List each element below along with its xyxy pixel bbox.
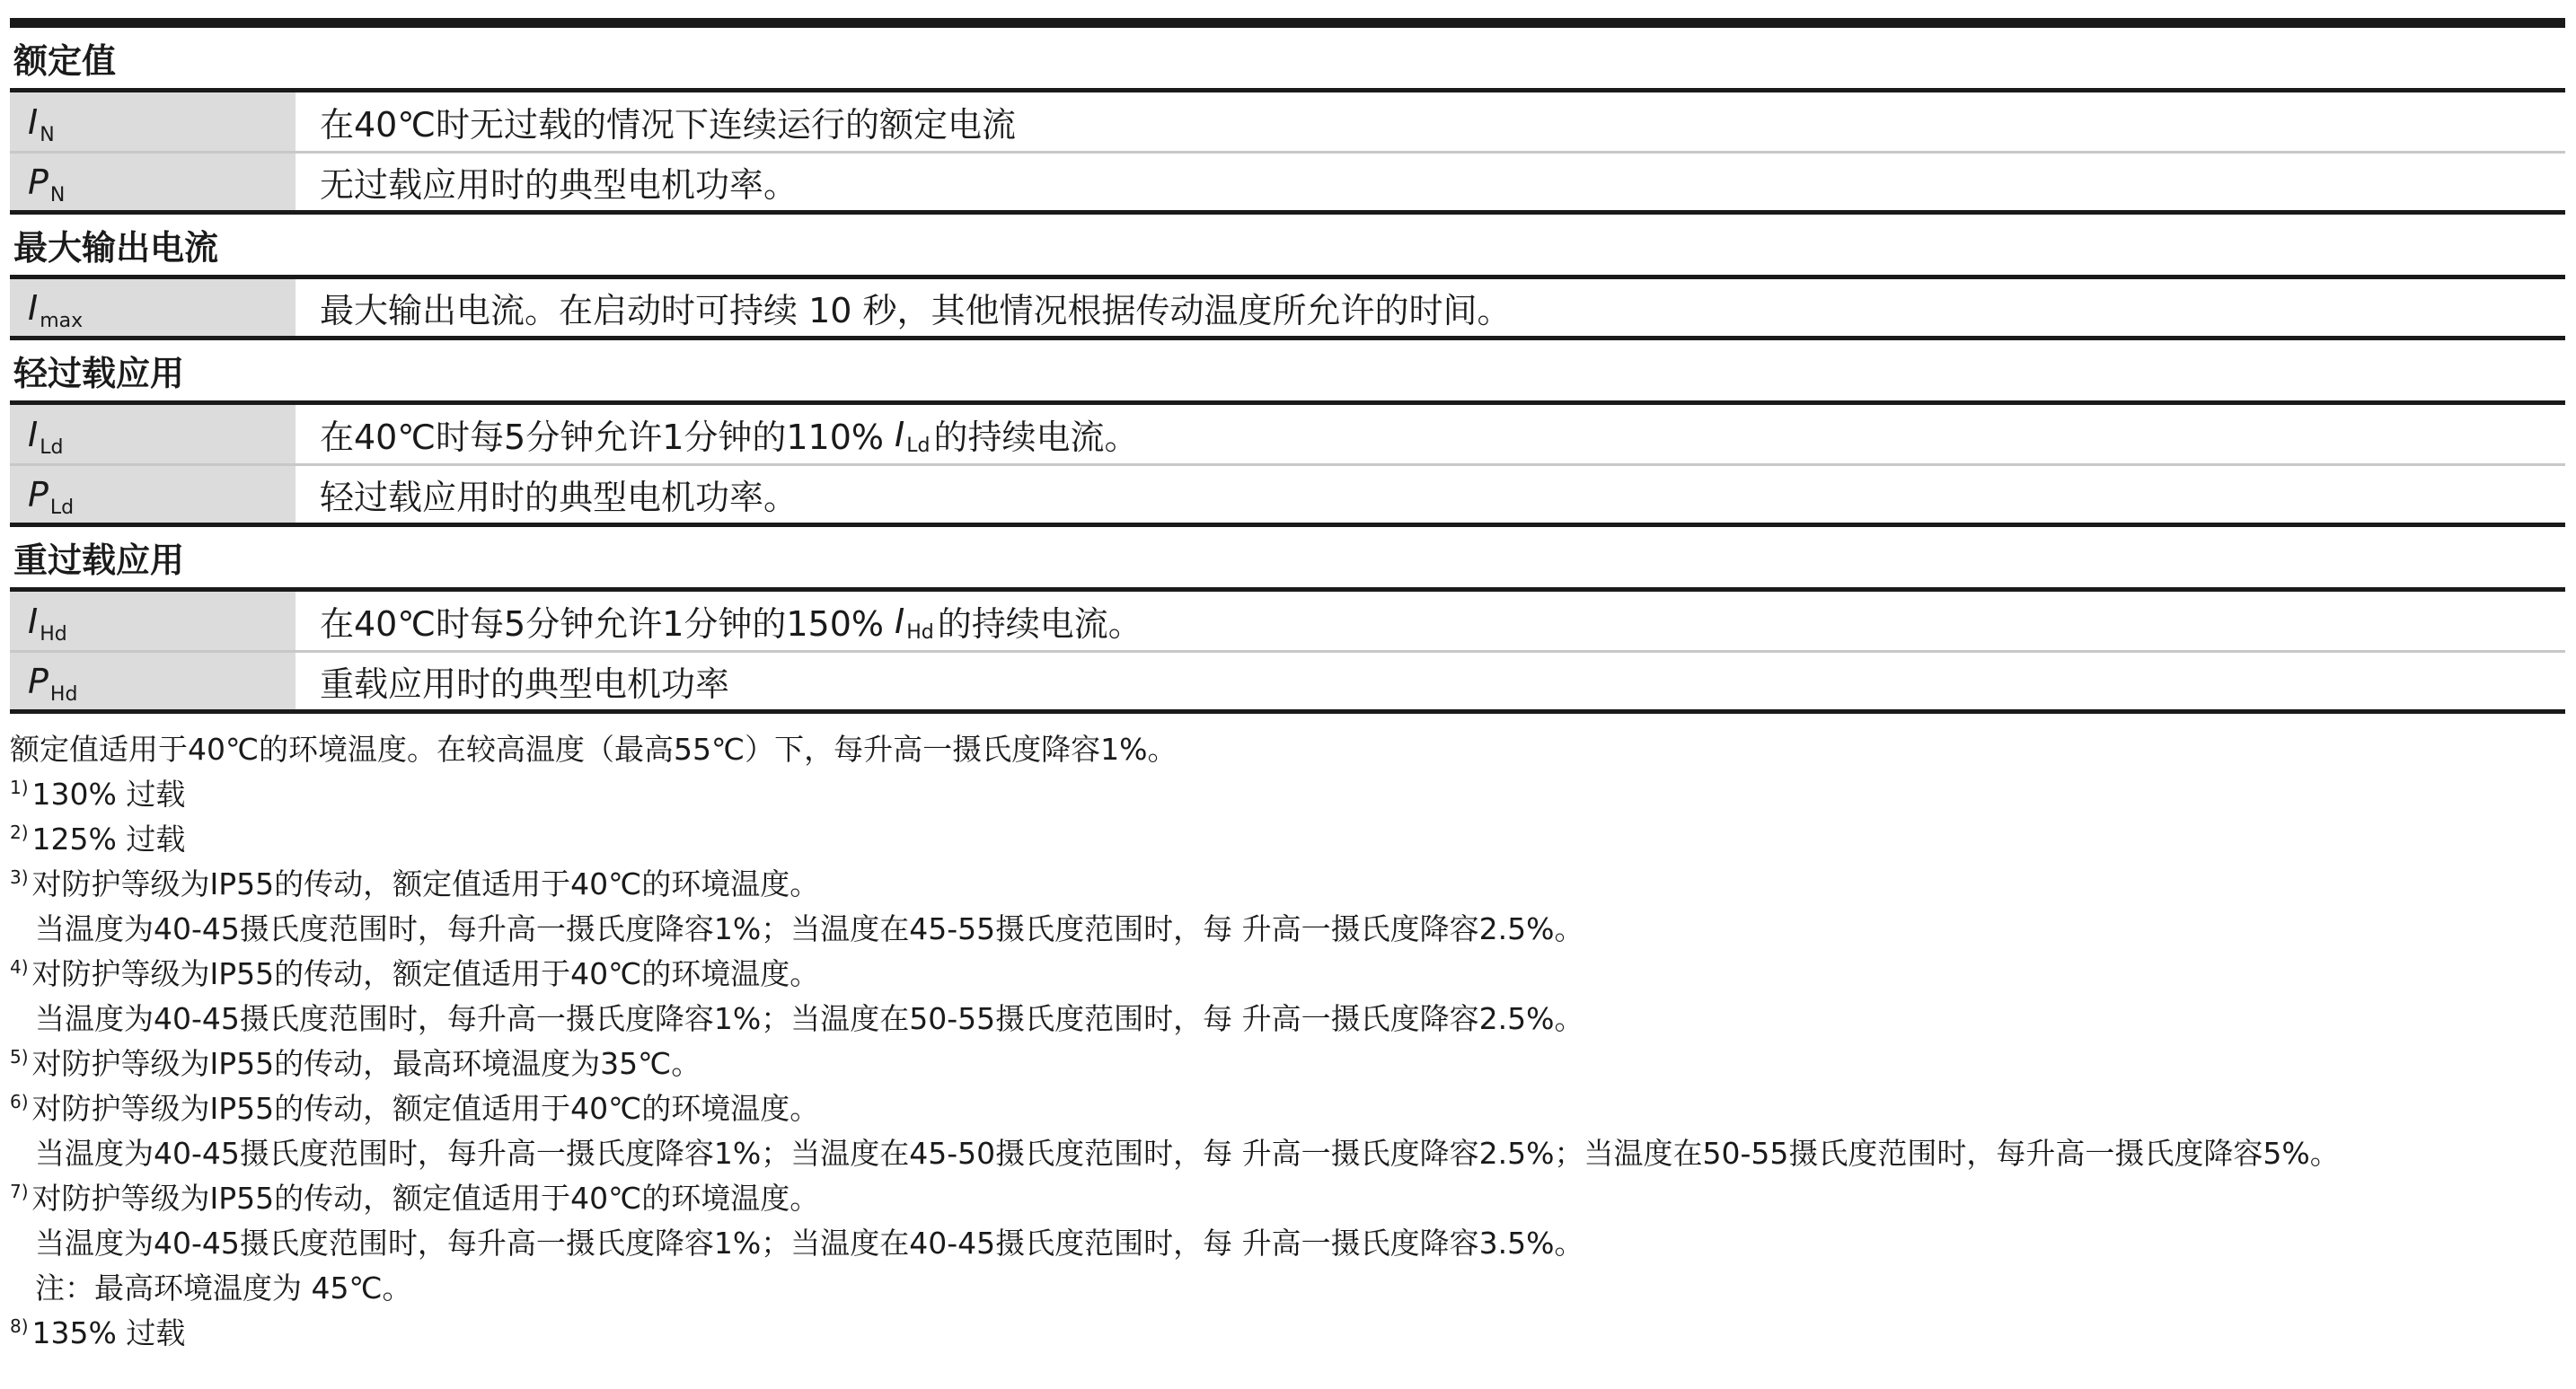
table-row xyxy=(10,279,2565,340)
symbol-letter: P xyxy=(28,474,49,514)
footnote-marker: 7) xyxy=(10,1181,29,1202)
symbol-letter: P xyxy=(28,162,49,202)
symbol-subscript: Hd xyxy=(49,683,78,706)
footnotes xyxy=(10,727,2565,1356)
symbol-cell xyxy=(10,154,296,210)
symbol-letter: I xyxy=(28,414,39,454)
symbol-subscript: Ld xyxy=(49,497,75,519)
footnote-2 xyxy=(10,817,2565,862)
footnote-7-continuation: 当温度为40-45摄氏度范围时，每升高一摄氏度降容1%；当温度在40-45摄氏度范围时，每 升高一摄氏度降容3.5%。 xyxy=(35,1226,1584,1261)
symbol-subscript: Hd xyxy=(40,623,67,646)
symbol-letter: I xyxy=(28,101,39,142)
table-row xyxy=(10,154,2565,215)
section-header-heavy-duty: 重过载应用 xyxy=(10,527,2565,592)
symbol-subscript: Ld xyxy=(40,436,64,459)
symbol-cell xyxy=(10,653,296,709)
symbol-cell xyxy=(10,92,296,151)
symbol-subscript: N xyxy=(40,124,55,146)
inline-symbol-subscript: Hd xyxy=(906,621,934,644)
footnote-text: 135% 过载 xyxy=(31,1315,186,1350)
inline-symbol-subscript: Ld xyxy=(906,435,931,457)
footnote-marker: 5) xyxy=(10,1046,29,1068)
symbol-letter: I xyxy=(28,601,39,641)
footnote-4-continuation: 当温度为40-45摄氏度范围时，每升高一摄氏度降容1%；当温度在50-55摄氏度范围时，每 升高一摄氏度降容2.5%。 xyxy=(35,1001,1584,1036)
footnote-8 xyxy=(10,1311,2565,1356)
footnote-text: 对防护等级为IP55的传动，最高环境温度为35℃。 xyxy=(31,1046,701,1081)
table-row xyxy=(10,592,2565,653)
footnote-1 xyxy=(10,772,2565,817)
description-cell: 无过载应用时的典型电机功率。 xyxy=(320,165,798,205)
description-cell: 重载应用时的典型电机功率 xyxy=(320,664,730,704)
footnote-5 xyxy=(10,1042,2565,1086)
symbol-cell xyxy=(10,405,296,463)
symbol-subscript: N xyxy=(49,184,66,207)
description-cell: 轻过载应用时的典型电机功率。 xyxy=(320,478,798,517)
description-cell: 最大输出电流。在启动时可持续 10 秒，其他情况根据传动温度所允许的时间。 xyxy=(320,291,1512,330)
table-row xyxy=(10,92,2565,154)
footnote-text: 对防护等级为IP55的传动，额定值适用于40℃的环境温度。 xyxy=(31,1091,820,1126)
footnote-text: 130% 过载 xyxy=(31,777,186,812)
description-cell xyxy=(296,405,2565,463)
footnote-text: 对防护等级为IP55的传动，额定值适用于40℃的环境温度。 xyxy=(31,1181,820,1216)
footnote-3 xyxy=(10,862,2565,907)
symbol-cell xyxy=(10,592,296,650)
symbol-subscript: max xyxy=(40,310,84,332)
footnote-marker: 3) xyxy=(10,866,29,888)
footnote-6-continuation: 当温度为40-45摄氏度范围时，每升高一摄氏度降容1%；当温度在45-50摄氏度范围时，每 升高一摄氏度降容2.5%；当温度在50-55摄氏度范围时，每升高一摄氏度降容5%。 xyxy=(35,1136,2340,1171)
description-text: 的持续电流。 xyxy=(937,604,1142,644)
footnote-7-note: 注：最高环境温度为 45℃。 xyxy=(35,1270,412,1305)
description-text: 的持续电流。 xyxy=(933,418,1139,457)
description-cell: 在40℃时无过载的情况下连续运行的额定电流 xyxy=(320,105,1017,145)
table-row xyxy=(10,653,2565,714)
symbol-cell xyxy=(10,279,296,336)
symbol-letter: I xyxy=(28,287,39,328)
notes-intro: 额定值适用于40℃的环境温度。在较高温度（最高55℃）下，每升高一摄氏度降容1%。 xyxy=(10,732,1178,767)
footnote-marker: 2) xyxy=(10,822,29,843)
footnote-marker: 4) xyxy=(10,956,29,978)
footnote-text: 125% 过载 xyxy=(31,822,186,857)
inline-symbol-letter: I xyxy=(895,601,905,641)
footnote-text: 对防护等级为IP55的传动，额定值适用于40℃的环境温度。 xyxy=(31,956,820,991)
footnote-4 xyxy=(10,952,2565,997)
description-text: 在40℃时每5分钟允许1分钟的110% xyxy=(320,418,885,457)
description-cell xyxy=(296,592,2565,650)
footnote-marker: 6) xyxy=(10,1091,29,1112)
symbol-cell xyxy=(10,466,296,523)
section-header-max-output-current: 最大输出电流 xyxy=(10,215,2565,279)
section-header-light-overload: 轻过载应用 xyxy=(10,340,2565,405)
description-text: 在40℃时每5分钟允许1分钟的150% xyxy=(320,604,885,644)
table-row xyxy=(10,405,2565,466)
ratings-table xyxy=(10,18,2565,714)
inline-symbol-letter: I xyxy=(895,414,905,454)
table-row xyxy=(10,466,2565,527)
section-header-nominal-ratings: 额定值 xyxy=(10,28,2565,92)
symbol-letter: P xyxy=(28,661,49,701)
footnote-marker: 1) xyxy=(10,777,29,798)
footnote-7 xyxy=(10,1176,2565,1221)
footnote-marker: 8) xyxy=(10,1315,29,1337)
footnote-3-continuation: 当温度为40-45摄氏度范围时，每升高一摄氏度降容1%；当温度在45-55摄氏度范围时，每 升高一摄氏度降容2.5%。 xyxy=(35,911,1584,946)
footnote-6 xyxy=(10,1086,2565,1131)
footnote-text: 对防护等级为IP55的传动，额定值适用于40℃的环境温度。 xyxy=(31,866,820,901)
